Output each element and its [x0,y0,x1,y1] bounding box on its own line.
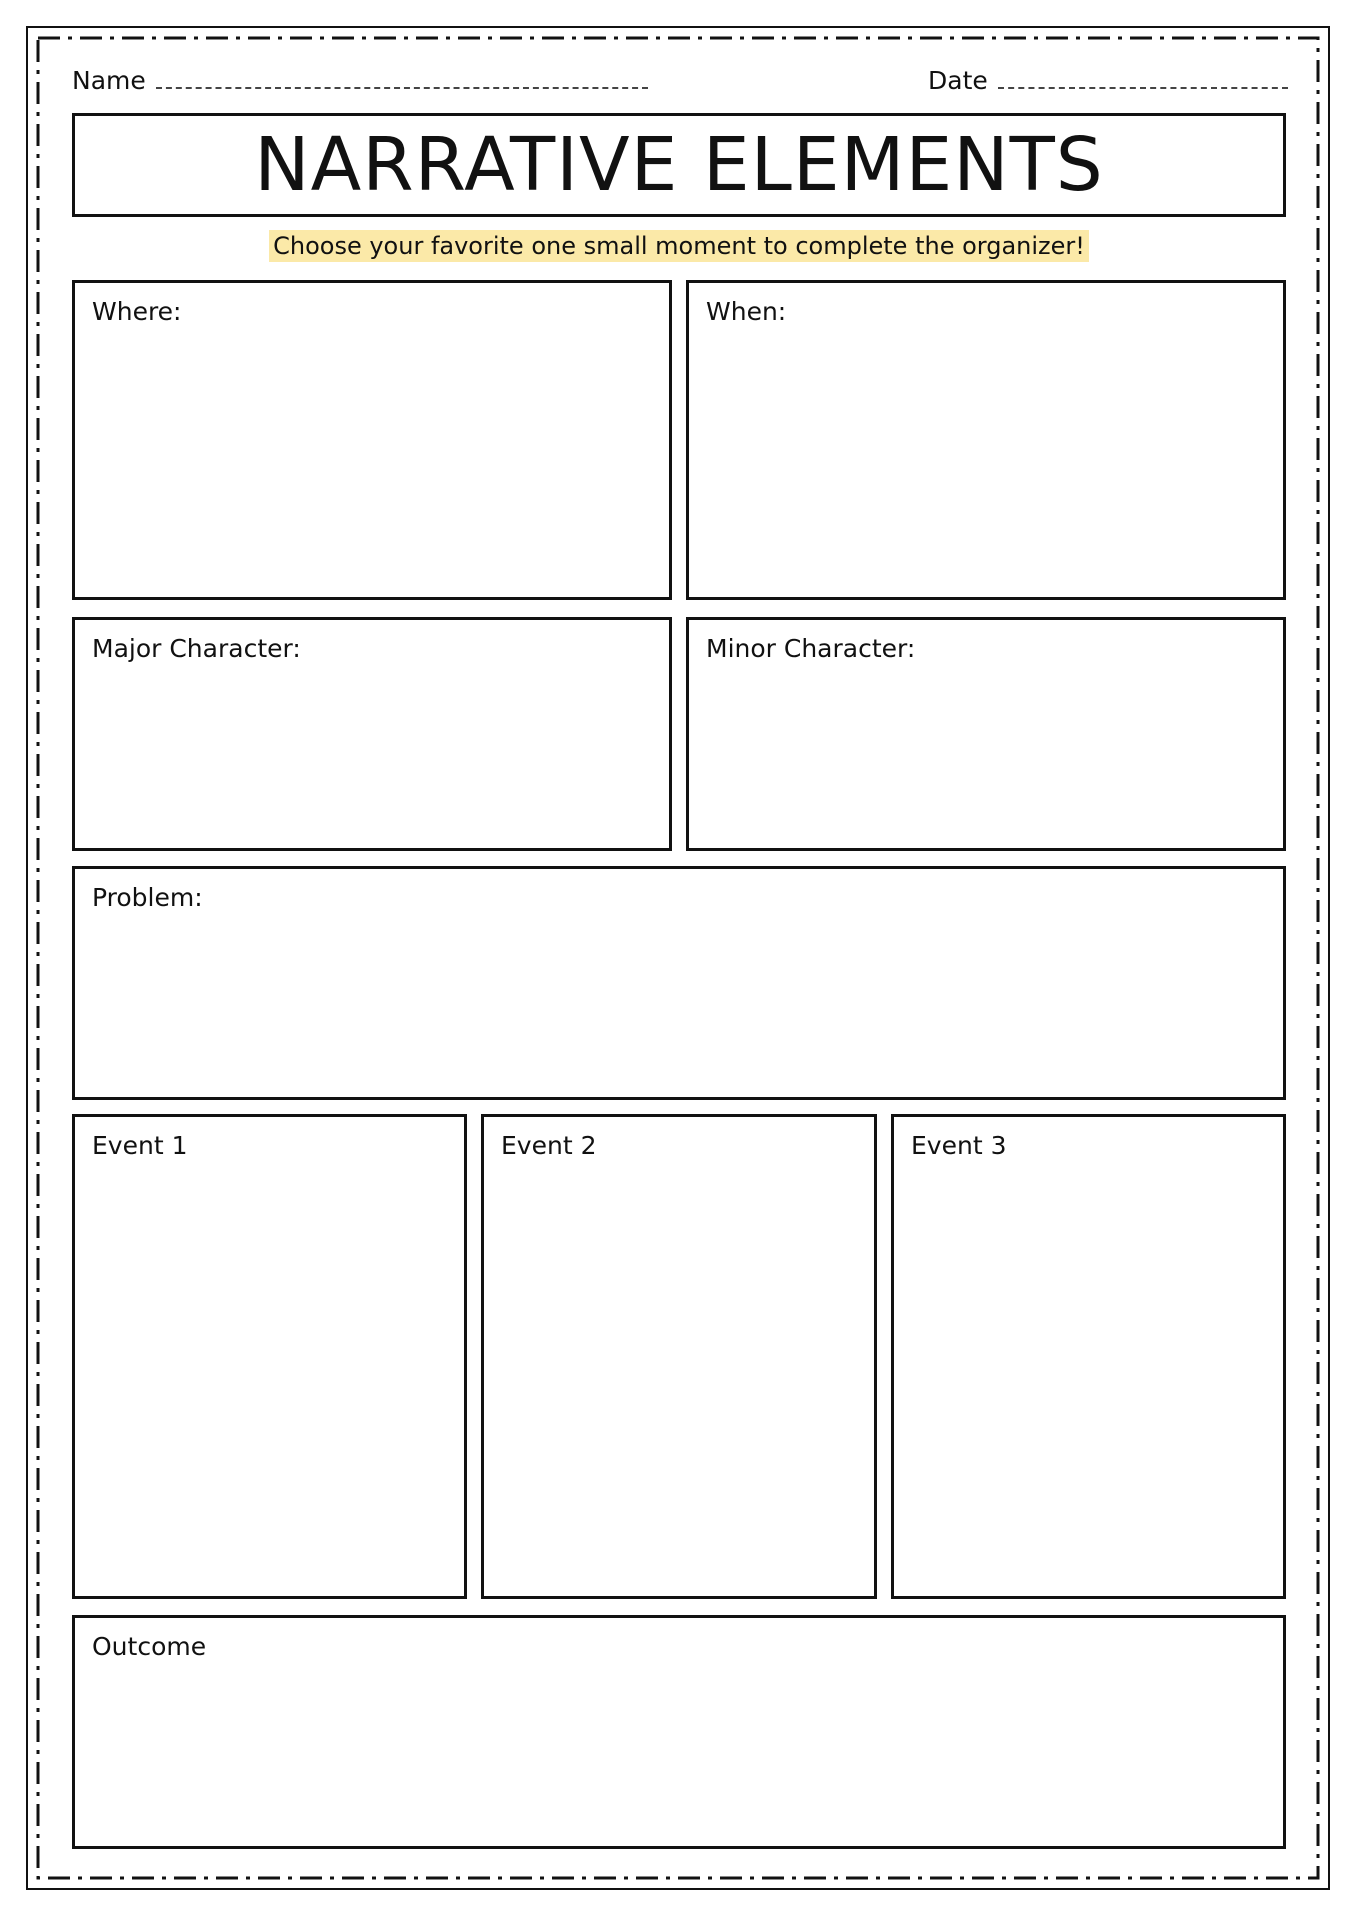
major-character-label: Major Character: [92,634,301,663]
major-character-box[interactable] [72,617,672,851]
when-label: When: [706,297,787,326]
minor-character-label: Minor Character: [706,634,916,663]
problem-box[interactable] [72,866,1286,1100]
event-1-label: Event 1 [92,1131,188,1160]
page-title: NARRATIVE ELEMENTS [254,122,1104,208]
date-field[interactable] [928,66,1288,95]
date-label: Date [928,66,988,95]
event-2-label: Event 2 [501,1131,597,1160]
event-2-box[interactable] [481,1114,877,1599]
title-box [72,113,1286,217]
instruction-text: Choose your favorite one small moment to complete the organizer! [269,230,1089,262]
outcome-label: Outcome [92,1632,207,1661]
where-box[interactable] [72,280,672,600]
date-input-line[interactable] [998,85,1288,89]
header-row [72,66,1286,100]
problem-label: Problem: [92,883,203,912]
when-box[interactable] [686,280,1286,600]
event-3-box[interactable] [891,1114,1286,1599]
event-1-box[interactable] [72,1114,467,1599]
name-input-line[interactable] [156,85,648,89]
minor-character-box[interactable] [686,617,1286,851]
instruction-line [0,232,1358,260]
name-field[interactable] [72,66,648,95]
where-label: Where: [92,297,182,326]
outcome-box[interactable] [72,1615,1286,1849]
name-label: Name [72,66,146,95]
event-3-label: Event 3 [911,1131,1007,1160]
